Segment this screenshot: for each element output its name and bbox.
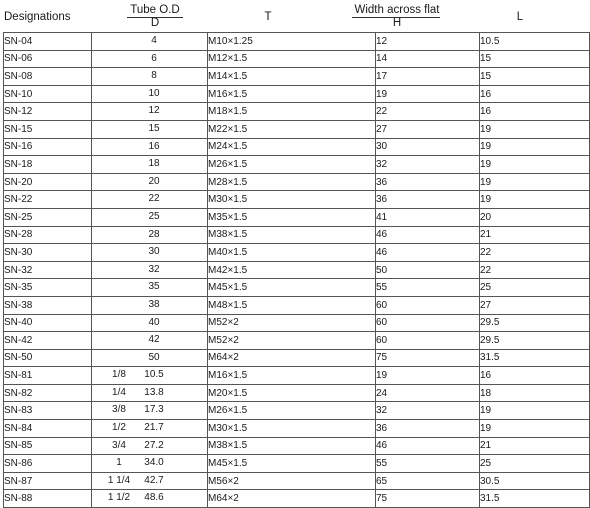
- table-row: [4, 314, 590, 332]
- cell-designation: SN-06: [4, 50, 92, 68]
- cell-tube-od: [92, 208, 208, 226]
- table-row: [4, 296, 590, 314]
- cell-thread: M52×2: [208, 314, 376, 332]
- cell-thread: M45×1.5: [208, 279, 376, 297]
- cell-thread: M42×1.5: [208, 261, 376, 279]
- cell-length: 19: [480, 191, 590, 209]
- cell-width-across-flat: 75: [376, 349, 480, 367]
- cell-tube-od-mm: 6: [151, 52, 157, 64]
- cell-tube-od: [92, 490, 208, 508]
- cell-designation: SN-32: [4, 261, 92, 279]
- cell-designation: SN-18: [4, 156, 92, 174]
- cell-width-across-flat: 30: [376, 138, 480, 156]
- cell-tube-od-mm: 30: [148, 246, 160, 258]
- cell-tube-od-mm: 34.0: [144, 457, 164, 469]
- cell-width-across-flat: 60: [376, 296, 480, 314]
- cell-designation: SN-30: [4, 244, 92, 262]
- cell-width-across-flat: 60: [376, 332, 480, 350]
- cell-width-across-flat: 36: [376, 173, 480, 191]
- cell-tube-od-mm: 20: [148, 175, 160, 187]
- cell-thread: M22×1.5: [208, 120, 376, 138]
- cell-tube-od-mm: 17.3: [144, 404, 164, 416]
- cell-tube-od-mm: 40: [148, 316, 160, 328]
- table-body: [4, 33, 590, 508]
- cell-length: 21: [480, 437, 590, 455]
- cell-thread: M56×2: [208, 472, 376, 490]
- cell-designation: SN-28: [4, 226, 92, 244]
- cell-length: 30.5: [480, 472, 590, 490]
- cell-length: 19: [480, 120, 590, 138]
- cell-width-across-flat: 41: [376, 208, 480, 226]
- table-row: [4, 68, 590, 86]
- table-row: [4, 120, 590, 138]
- cell-width-across-flat: 46: [376, 244, 480, 262]
- table-row: [4, 279, 590, 297]
- cell-length: 20: [480, 208, 590, 226]
- cell-width-across-flat: 46: [376, 437, 480, 455]
- cell-length: 16: [480, 103, 590, 121]
- cell-tube-od-mm: 16: [148, 140, 160, 152]
- table-row: [4, 208, 590, 226]
- cell-thread: M38×1.5: [208, 437, 376, 455]
- cell-thread: M26×1.5: [208, 156, 376, 174]
- dimensions-table: [3, 32, 590, 508]
- cell-length: 31.5: [480, 349, 590, 367]
- cell-designation: SN-08: [4, 68, 92, 86]
- cell-designation: SN-16: [4, 138, 92, 156]
- cell-width-across-flat: 55: [376, 455, 480, 473]
- cell-tube-od: [92, 33, 208, 51]
- table-row: [4, 437, 590, 455]
- cell-thread: M64×2: [208, 349, 376, 367]
- cell-thread: M14×1.5: [208, 68, 376, 86]
- cell-designation: SN-83: [4, 402, 92, 420]
- table-row: [4, 33, 590, 51]
- cell-width-across-flat: 17: [376, 68, 480, 86]
- header-t: T: [264, 11, 272, 23]
- cell-thread: M18×1.5: [208, 103, 376, 121]
- cell-length: 22: [480, 244, 590, 262]
- cell-tube-od: [92, 68, 208, 86]
- cell-designation: SN-15: [4, 120, 92, 138]
- cell-width-across-flat: 19: [376, 85, 480, 103]
- table-row: [4, 191, 590, 209]
- cell-width-across-flat: 14: [376, 50, 480, 68]
- cell-tube-od: [92, 349, 208, 367]
- cell-designation: SN-40: [4, 314, 92, 332]
- cell-tube-od: [92, 244, 208, 262]
- cell-tube-od-mm: 25: [148, 210, 160, 222]
- cell-tube-od-mm: 4: [151, 35, 157, 46]
- cell-tube-od: [92, 384, 208, 402]
- cell-width-across-flat: 22: [376, 103, 480, 121]
- cell-thread: M38×1.5: [208, 226, 376, 244]
- cell-length: 29.5: [480, 332, 590, 350]
- cell-tube-od: [92, 367, 208, 385]
- cell-tube-od: [92, 120, 208, 138]
- cell-tube-od-mm: 12: [148, 105, 160, 117]
- table-row: [4, 85, 590, 103]
- header-l: L: [516, 11, 524, 23]
- cell-thread: M64×2: [208, 490, 376, 508]
- cell-thread: M12×1.5: [208, 50, 376, 68]
- cell-length: 29.5: [480, 314, 590, 332]
- table-row: [4, 173, 590, 191]
- cell-length: 21: [480, 226, 590, 244]
- cell-tube-od: [92, 472, 208, 490]
- cell-thread: M30×1.5: [208, 191, 376, 209]
- cell-thread: M28×1.5: [208, 173, 376, 191]
- cell-tube-od: [92, 296, 208, 314]
- cell-width-across-flat: 24: [376, 384, 480, 402]
- cell-tube-od-mm: 18: [148, 158, 160, 170]
- cell-tube-od-inch: 1/8: [112, 369, 126, 381]
- table-row: [4, 156, 590, 174]
- table-row: [4, 138, 590, 156]
- cell-length: 18: [480, 384, 590, 402]
- cell-length: 25: [480, 279, 590, 297]
- cell-designation: SN-22: [4, 191, 92, 209]
- table-row: [4, 420, 590, 438]
- cell-designation: SN-12: [4, 103, 92, 121]
- cell-thread: M48×1.5: [208, 296, 376, 314]
- cell-designation: SN-86: [4, 455, 92, 473]
- cell-width-across-flat: 36: [376, 420, 480, 438]
- table-row: [4, 490, 590, 508]
- cell-tube-od-mm: 10: [148, 87, 160, 99]
- header-tube-od: Tube O.D: [130, 4, 180, 16]
- cell-length: 31.5: [480, 490, 590, 508]
- cell-designation: SN-25: [4, 208, 92, 226]
- table-row: [4, 50, 590, 68]
- cell-width-across-flat: 46: [376, 226, 480, 244]
- cell-tube-od-mm: 32: [148, 263, 160, 275]
- cell-tube-od-inch: 1: [116, 457, 122, 469]
- cell-length: 19: [480, 420, 590, 438]
- cell-length: 19: [480, 402, 590, 420]
- cell-thread: M40×1.5: [208, 244, 376, 262]
- cell-tube-od: [92, 156, 208, 174]
- cell-designation: SN-20: [4, 173, 92, 191]
- cell-width-across-flat: 27: [376, 120, 480, 138]
- cell-width-across-flat: 32: [376, 402, 480, 420]
- cell-thread: M52×2: [208, 332, 376, 350]
- header-width-across-flat: Width across flat: [354, 4, 440, 16]
- cell-tube-od: [92, 173, 208, 191]
- cell-width-across-flat: 50: [376, 261, 480, 279]
- table-row: [4, 226, 590, 244]
- table-row: [4, 402, 590, 420]
- cell-tube-od: [92, 402, 208, 420]
- cell-tube-od: [92, 314, 208, 332]
- cell-tube-od-inch: 1 1/4: [107, 474, 131, 486]
- cell-tube-od-mm: 42: [148, 334, 160, 346]
- cell-tube-od-mm: 42.7: [144, 474, 164, 486]
- cell-length: 15: [480, 68, 590, 86]
- cell-tube-od: [92, 261, 208, 279]
- table-row: [4, 455, 590, 473]
- header-d: D: [150, 17, 160, 29]
- cell-designation: SN-35: [4, 279, 92, 297]
- cell-width-across-flat: 65: [376, 472, 480, 490]
- cell-tube-od-mm: 38: [148, 298, 160, 310]
- cell-length: 27: [480, 296, 590, 314]
- table-row: [4, 349, 590, 367]
- cell-length: 16: [480, 85, 590, 103]
- cell-length: 19: [480, 173, 590, 191]
- cell-tube-od-mm: 8: [151, 70, 157, 82]
- cell-width-across-flat: 75: [376, 490, 480, 508]
- cell-thread: M24×1.5: [208, 138, 376, 156]
- cell-tube-od-mm: 22: [148, 193, 160, 205]
- table-row: [4, 261, 590, 279]
- cell-tube-od-inch: 1/2: [112, 422, 126, 434]
- cell-length: 15: [480, 50, 590, 68]
- table-header: [0, 0, 590, 33]
- cell-thread: M26×1.5: [208, 402, 376, 420]
- cell-tube-od-mm: 35: [148, 281, 160, 293]
- table-row: [4, 472, 590, 490]
- cell-width-across-flat: 55: [376, 279, 480, 297]
- cell-thread: M45×1.5: [208, 455, 376, 473]
- cell-tube-od-mm: 27.2: [144, 439, 164, 451]
- cell-designation: SN-84: [4, 420, 92, 438]
- cell-tube-od: [92, 191, 208, 209]
- cell-designation: SN-82: [4, 384, 92, 402]
- cell-designation: SN-50: [4, 349, 92, 367]
- cell-designation: SN-85: [4, 437, 92, 455]
- cell-tube-od: [92, 138, 208, 156]
- cell-designation: SN-87: [4, 472, 92, 490]
- cell-tube-od: [92, 420, 208, 438]
- cell-length: 25: [480, 455, 590, 473]
- cell-tube-od: [92, 85, 208, 103]
- cell-tube-od: [92, 226, 208, 244]
- header-designations: Designations: [4, 11, 71, 23]
- cell-tube-od: [92, 455, 208, 473]
- cell-thread: M30×1.5: [208, 420, 376, 438]
- cell-designation: SN-42: [4, 332, 92, 350]
- cell-length: 19: [480, 156, 590, 174]
- cell-length: 19: [480, 138, 590, 156]
- cell-tube-od: [92, 103, 208, 121]
- cell-width-across-flat: 36: [376, 191, 480, 209]
- cell-thread: M16×1.5: [208, 85, 376, 103]
- cell-width-across-flat: 60: [376, 314, 480, 332]
- cell-width-across-flat: 12: [376, 33, 480, 51]
- cell-length: 10.5: [480, 33, 590, 51]
- cell-thread: M10×1.25: [208, 33, 376, 51]
- cell-tube-od-mm: 10.5: [144, 369, 164, 381]
- cell-designation: SN-04: [4, 33, 92, 51]
- cell-tube-od-mm: 21.7: [144, 422, 164, 434]
- table-row: [4, 367, 590, 385]
- table-row: [4, 384, 590, 402]
- cell-tube-od: [92, 50, 208, 68]
- table-row: [4, 332, 590, 350]
- cell-designation: SN-81: [4, 367, 92, 385]
- cell-tube-od-inch: 1 1/2: [107, 492, 131, 504]
- cell-tube-od-mm: 13.8: [144, 386, 164, 398]
- table-row: [4, 103, 590, 121]
- cell-thread: M35×1.5: [208, 208, 376, 226]
- cell-tube-od-inch: 3/4: [112, 439, 126, 451]
- cell-tube-od-inch: 1/4: [112, 386, 126, 398]
- cell-tube-od: [92, 437, 208, 455]
- cell-designation: SN-38: [4, 296, 92, 314]
- cell-width-across-flat: 32: [376, 156, 480, 174]
- header-h: H: [392, 17, 402, 29]
- cell-tube-od-inch: 3/8: [112, 404, 126, 416]
- cell-tube-od-mm: 48.6: [144, 492, 164, 504]
- cell-thread: M20×1.5: [208, 384, 376, 402]
- cell-tube-od-mm: 50: [148, 351, 160, 363]
- cell-length: 16: [480, 367, 590, 385]
- cell-designation: SN-10: [4, 85, 92, 103]
- cell-thread: M16×1.5: [208, 367, 376, 385]
- cell-tube-od-mm: 28: [148, 228, 160, 240]
- cell-length: 22: [480, 261, 590, 279]
- cell-width-across-flat: 19: [376, 367, 480, 385]
- cell-tube-od: [92, 332, 208, 350]
- table-row: [4, 244, 590, 262]
- cell-tube-od-mm: 15: [148, 122, 160, 134]
- cell-tube-od: [92, 279, 208, 297]
- cell-designation: SN-88: [4, 490, 92, 508]
